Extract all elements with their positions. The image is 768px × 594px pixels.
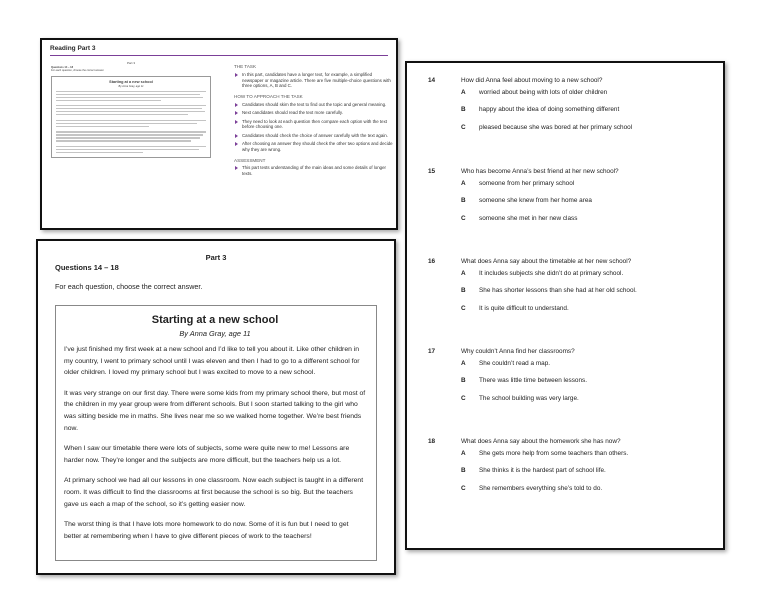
option-text: She thinks it is the hardest part of school life. xyxy=(479,467,606,475)
answer-option[interactable] xyxy=(407,215,723,232)
mini-text-line xyxy=(56,111,205,112)
mini-text-line xyxy=(56,134,203,135)
option-text: There was little time between lessons. xyxy=(479,377,587,385)
article-paragraph: When I saw our timetable there were lots of subjects, some were quite new to me! Lessons are harder now. They’re longer and the subjects are more difficult, but the teachers help us a lot. xyxy=(64,445,350,464)
option-letter: B xyxy=(461,377,466,385)
slide-title: Reading Part 3 xyxy=(50,45,96,52)
option-letter: A xyxy=(461,360,466,367)
mini-text-line xyxy=(56,131,206,132)
option-text: She remembers everything she’s told to do. xyxy=(479,484,603,492)
mini-text-line xyxy=(56,129,206,130)
question-text: Who has become Anna’s best friend at her new school? xyxy=(461,168,619,175)
guide-bullet: In this part, candidates have a longer text, for example, a simplified newspaper or magazine article. There are five multiple-choice questions with three options, A, B and C. xyxy=(234,72,394,89)
option-text: She couldn’t read a map. xyxy=(479,360,551,367)
mini-text-line xyxy=(56,114,188,115)
article-paragraph: I’ve just finished my first week at a new school and I’d like to tell you about it. Like other children in my country, I went to primary school until I was eleven and then I had to go to a different school for older children. I loved my primary school but I was excited to move to a new school. xyxy=(64,346,360,377)
guide-bullet: Next candidates should read the text more carefully. xyxy=(234,110,394,116)
slide-title-rule xyxy=(50,55,388,56)
questions-page xyxy=(405,61,725,550)
mini-text-line xyxy=(56,117,206,118)
option-letter: C xyxy=(461,123,466,131)
question-17 xyxy=(407,348,723,412)
mini-text-line xyxy=(56,103,206,104)
article-byline: By Anna Gray, age 11 xyxy=(179,329,251,338)
mini-text-line xyxy=(56,91,206,92)
answer-option[interactable] xyxy=(407,124,723,141)
guide-bullet: Candidates should check the choice of answer carefully with the text again. xyxy=(234,133,394,139)
option-text: worried about being with lots of older children xyxy=(479,89,608,96)
mini-text-line xyxy=(56,126,149,127)
mini-text-line xyxy=(56,140,191,141)
option-letter: C xyxy=(461,484,466,492)
assessment-list xyxy=(234,165,394,177)
question-number: 14 xyxy=(428,77,436,84)
guide-bullet: They need to look at each question then compare each option with the text before choosing one. xyxy=(234,119,394,131)
answer-option[interactable] xyxy=(407,485,723,502)
question-18 xyxy=(407,438,723,502)
mini-text-line xyxy=(56,94,200,95)
mini-text-line xyxy=(56,108,202,109)
mini-text-line xyxy=(56,120,206,121)
option-letter: C xyxy=(461,214,466,222)
option-letter: B xyxy=(461,106,466,114)
answer-option[interactable] xyxy=(407,106,723,123)
mini-questions-label: Questions 14 – 18 xyxy=(51,65,74,69)
article-paragraph: At primary school we had all our lessons in one classroom. Now each subject is taught in a different room. It was difficult to find the classrooms at first because the school is so big. But the teachers gave us each a map of the school, so it’s getting easier now. xyxy=(64,477,364,508)
mini-heading: Starting at a new school xyxy=(109,79,153,84)
article-paragraph: The worst thing is that I have lots more homework to do now. Some of it is fun but I need to get better at remembering when I have to give different pieces of work to the teachers! xyxy=(64,521,349,540)
guide-bullet: This part tests understanding of the main ideas and some details of longer texts. xyxy=(234,165,394,177)
option-letter: C xyxy=(461,394,466,402)
option-letter: A xyxy=(461,89,466,96)
question-number: 17 xyxy=(428,348,436,355)
question-15 xyxy=(407,168,723,232)
assessment-heading: ASSESSMENT xyxy=(234,157,266,163)
article-heading: Starting at a new school xyxy=(151,314,279,326)
option-text: someone she met in her new class xyxy=(479,214,578,222)
mini-text-lines xyxy=(56,91,206,154)
answer-option[interactable] xyxy=(407,450,723,467)
task-list xyxy=(234,72,394,89)
reading-text-box xyxy=(55,305,377,561)
option-text: pleased because she was bored at her primary school xyxy=(479,123,633,131)
question-number: 18 xyxy=(428,438,436,445)
part-label: Part 3 xyxy=(205,253,227,262)
option-letter: C xyxy=(461,304,466,312)
option-letter: B xyxy=(461,467,466,475)
option-text: happy about the idea of doing something different xyxy=(479,106,620,114)
option-letter: B xyxy=(461,197,466,205)
mini-instruction: For each question, choose the correct answer. xyxy=(51,69,105,73)
answer-option[interactable] xyxy=(407,305,723,322)
answer-option[interactable] xyxy=(407,395,723,412)
mini-author: By Anna Gray, age 11 xyxy=(118,85,144,89)
option-text: It is quite difficult to understand. xyxy=(479,304,569,312)
answer-option[interactable] xyxy=(407,180,723,197)
option-text: It includes subjects she didn’t do at primary school. xyxy=(479,270,624,277)
instruction: For each question, choose the correct answer. xyxy=(55,282,203,291)
option-letter: A xyxy=(461,180,466,187)
mini-text-line xyxy=(56,97,203,98)
approach-list xyxy=(234,102,394,153)
option-text: The school building was very large. xyxy=(479,394,579,402)
option-letter: A xyxy=(461,450,466,457)
mini-text-line xyxy=(56,149,199,150)
question-text: How did Anna feel about moving to a new school? xyxy=(461,77,603,84)
mini-text-line xyxy=(56,143,206,144)
option-letter: B xyxy=(461,287,466,295)
mini-text-line xyxy=(56,146,206,147)
question-16 xyxy=(407,258,723,322)
option-letter: A xyxy=(461,270,466,277)
answer-option[interactable] xyxy=(407,89,723,106)
answer-option[interactable] xyxy=(407,467,723,484)
reading-text-page xyxy=(36,239,396,575)
answer-option[interactable] xyxy=(407,197,723,214)
question-14 xyxy=(407,77,723,141)
mini-text-line xyxy=(56,105,206,106)
approach-heading: HOW TO APPROACH THE TASK xyxy=(234,94,303,100)
mini-text-line xyxy=(56,100,161,101)
guide-bullet: Candidates should skim the text to find out the topic and general meaning. xyxy=(234,102,394,108)
article-paragraph: It was very strange on our first day. There were some kids from my primary school there, but most of the children in my year group were from different schools. But I soon started talking to the girl who was sitting beside me in maths. She lives near me so we walked home together. We’re best friends now. xyxy=(64,389,366,432)
guide-bullet: After choosing an answer they should check the other two options and decide why they are wrong. xyxy=(234,141,394,153)
question-text: What does Anna say about the homework she has now? xyxy=(461,438,621,445)
mini-text-line xyxy=(56,152,143,153)
question-number: 15 xyxy=(428,168,436,175)
question-text: What does Anna say about the timetable at her new school? xyxy=(461,258,632,265)
option-text: She has shorter lessons than she had at her old school. xyxy=(479,287,637,295)
mini-text-box xyxy=(51,76,211,158)
teacher-guide-slide xyxy=(40,38,398,230)
option-text: someone from her primary school xyxy=(479,180,575,187)
answer-option[interactable] xyxy=(407,287,723,304)
mini-exam-page xyxy=(51,62,211,224)
questions-label: Questions 14 – 18 xyxy=(55,263,119,272)
approach-guide xyxy=(234,64,394,179)
option-text: She gets more help from some teachers than others. xyxy=(479,450,629,457)
question-number: 16 xyxy=(428,258,436,265)
mini-text-line xyxy=(56,137,200,138)
answer-option[interactable] xyxy=(407,270,723,287)
task-heading: THE TASK xyxy=(234,64,257,69)
answer-option[interactable] xyxy=(407,377,723,394)
option-text: someone she knew from her home area xyxy=(479,197,592,205)
question-text: Why couldn’t Anna find her classrooms? xyxy=(461,348,575,355)
mini-part-label: Part 3 xyxy=(126,61,135,65)
mini-text-line xyxy=(56,123,197,124)
answer-option[interactable] xyxy=(407,360,723,377)
